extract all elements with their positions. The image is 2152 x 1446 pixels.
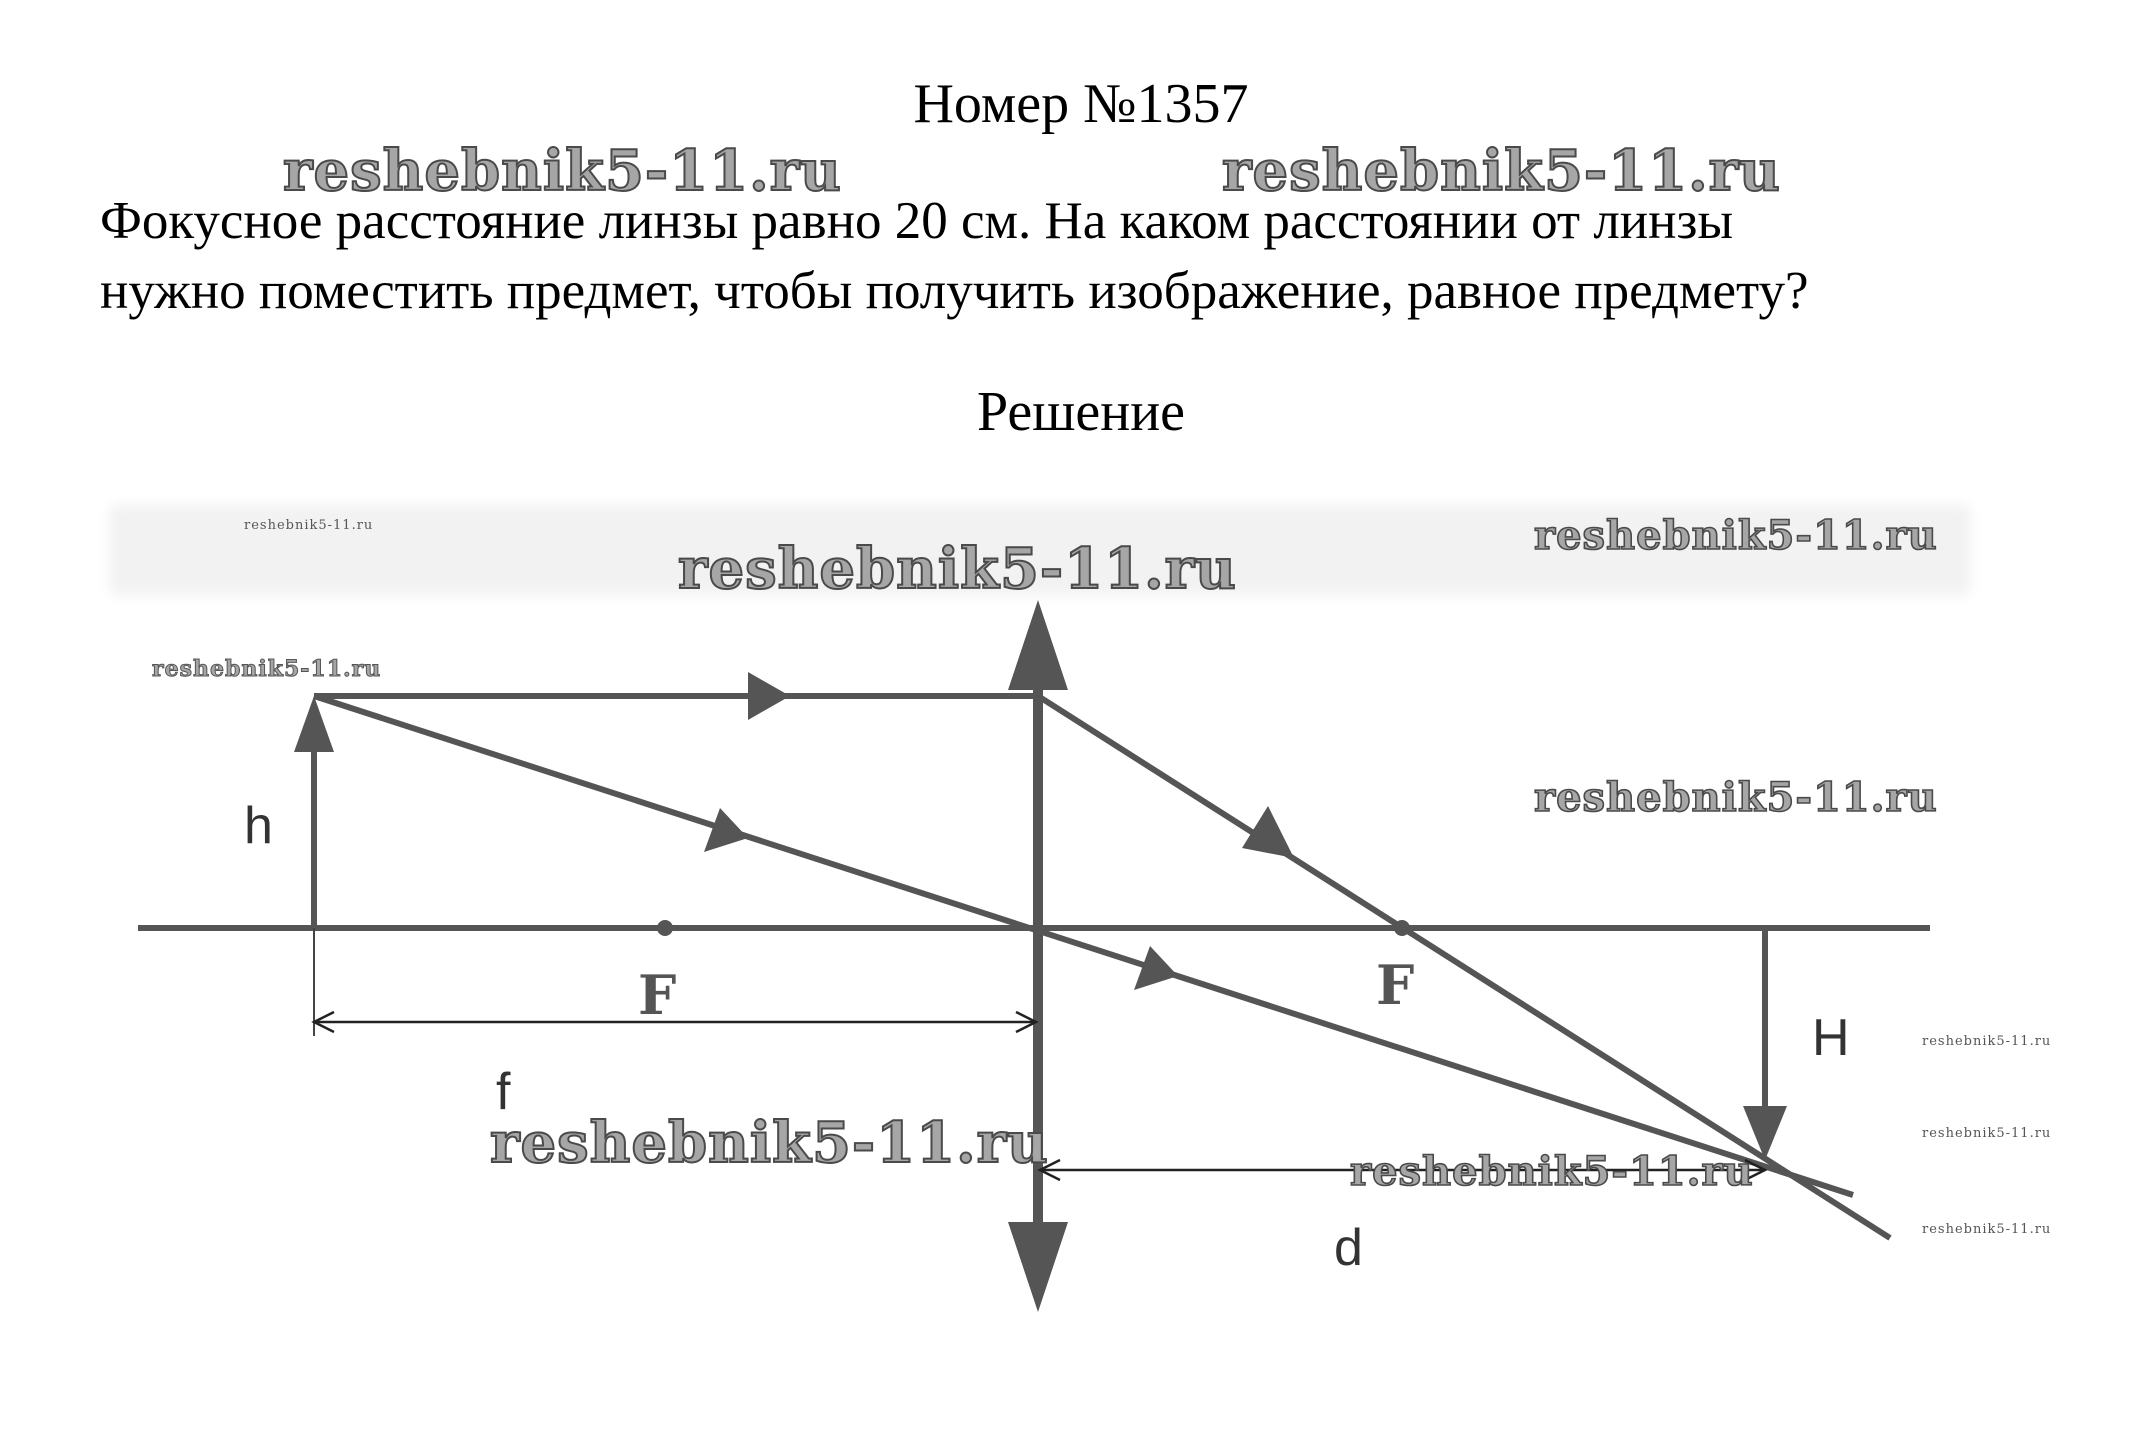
watermark-text: reshebnik5-11.ru [152, 656, 382, 682]
focus-right-label: F [1376, 953, 1415, 1017]
ray-direction-arrow [1134, 946, 1178, 990]
lens-top-arrowhead [1008, 600, 1068, 690]
watermark-text: reshebnik5-11.ru [1222, 138, 1781, 204]
distance-d-label: d [1334, 1219, 1363, 1277]
problem-number-title: Номер №1357 [913, 73, 1249, 135]
ray-direction-arrow [748, 672, 790, 720]
object-height-label: h [244, 797, 273, 855]
focus-point-left [657, 920, 673, 936]
watermark-text: reshebnik5-11.ru [1922, 1034, 2052, 1049]
focus-left-label: F [638, 963, 677, 1027]
watermark-text: reshebnik5-11.ru [1350, 1148, 1754, 1195]
watermark-text: reshebnik5-11.ru [244, 518, 374, 533]
watermark-text: reshebnik5-11.ru [283, 138, 842, 204]
watermark-text: reshebnik5-11.ru [1922, 1126, 2052, 1141]
watermark-text: reshebnik5-11.ru [1534, 512, 1938, 559]
problem-line-2: нужно поместить предмет, чтобы получить изображение, равное предмету? [100, 262, 1809, 320]
watermark-text: reshebnik5-11.ru [1534, 774, 1938, 821]
problem-line-1: Фокусное расстояние линзы равно 20 см. На каком расстоянии от линзы [100, 192, 1734, 250]
lens-bottom-arrowhead [1008, 1222, 1068, 1312]
distance-f-label: f [496, 1063, 511, 1121]
focus-point-right [1394, 920, 1410, 936]
solution-heading: Решение [976, 381, 1186, 443]
watermark-text: reshebnik5-11.ru [490, 1110, 1049, 1176]
ray-direction-arrow [704, 808, 748, 852]
watermark-text: reshebnik5-11.ru [678, 536, 1237, 602]
image-height-label: H [1812, 1009, 1850, 1067]
object-arrowhead [294, 696, 334, 752]
watermark-text: reshebnik5-11.ru [1922, 1222, 2052, 1237]
